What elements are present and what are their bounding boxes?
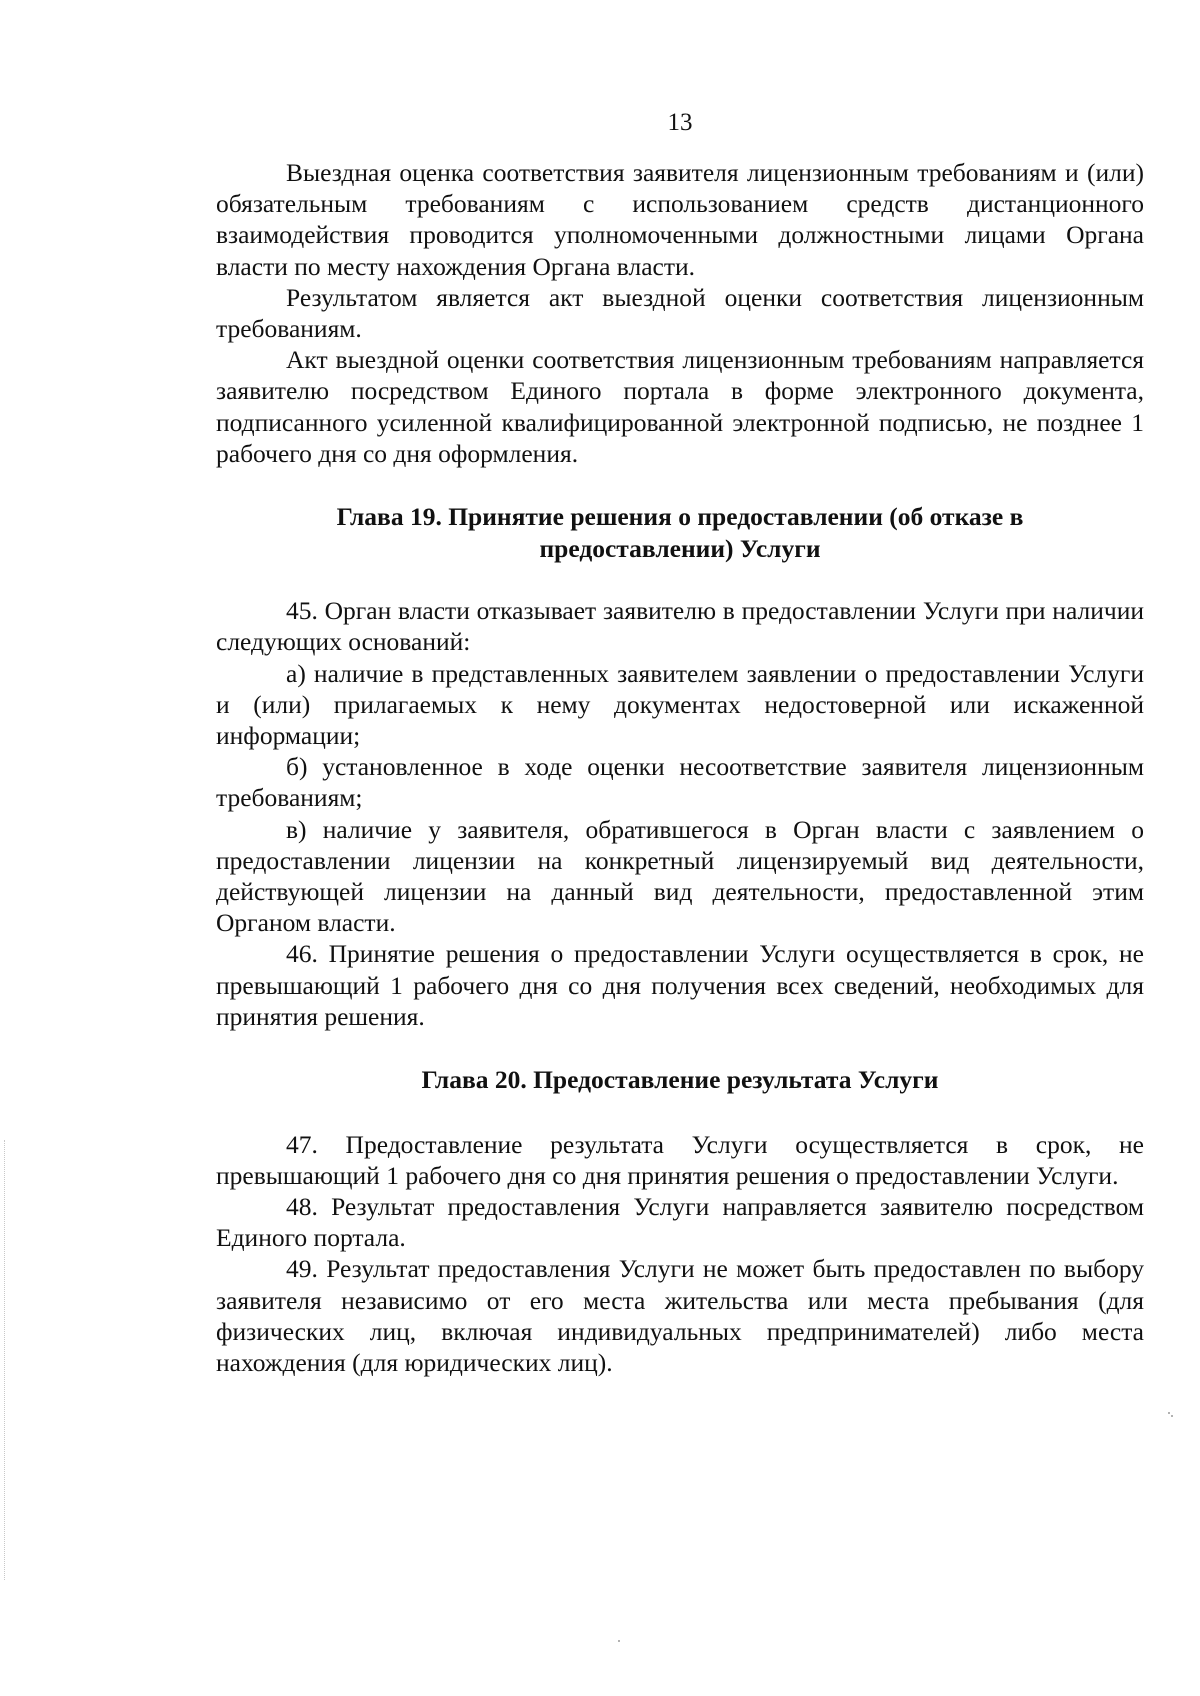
chapter-19-heading-line-2: предоставлении) Услуги xyxy=(539,533,821,563)
scan-edge-artifact xyxy=(4,1140,6,1580)
paragraph-45-v: в) наличие у заявителя, обратившегося в Орган власти с заявлением о предоставлении лицензии на конкретный лицензируемый вид деятельности, действующей лицензии на данный вид деятельности, предоставленной этим Органом власти. xyxy=(216,814,1144,938)
page-number: 13 xyxy=(667,109,693,136)
document-body xyxy=(216,157,1144,1378)
chapter-20-heading: Глава 20. Предоставление результата Услуги xyxy=(421,1065,939,1095)
paragraph-48: 48. Результат предоставления Услуги направляется заявителю посредством Единого портала. xyxy=(216,1192,1144,1253)
paragraph-45-b: б) установленное в ходе оценки несоответствие заявителя лицензионным требованиям; xyxy=(216,752,1144,813)
paragraph-49: 49. Результат предоставления Услуги не может быть предоставлен по выбору заявителя независимо от его места жительства или места пребывания (для физических лиц, включая индивидуальных предпринимателей) либо места нахождения (для юридических лиц). xyxy=(216,1254,1144,1378)
scan-speck xyxy=(1168,1412,1170,1414)
chapter-19-heading-line-1: Глава 19. Принятие решения о предоставлении (об отказе в xyxy=(336,502,1024,532)
paragraph-assessment-result: Результатом является акт выездной оценки соответствия лицензионным требованиям. xyxy=(216,282,1144,344)
paragraph-47: 47. Предоставление результата Услуги осуществляется в срок, не превышающий 1 рабочего дня со дня принятия решения о предоставлении Услуги. xyxy=(216,1129,1144,1190)
scan-speck xyxy=(1171,1415,1173,1417)
scan-speck xyxy=(618,1640,620,1642)
paragraph-assessment-act: Акт выездной оценки соответствия лицензионным требованиям направляется заявителю посредством Единого портала в форме электронного документа, подписанного усиленной квалифицированной электронной подписью, не позднее 1 рабочего дня со дня оформления. xyxy=(216,345,1144,468)
paragraph-45-a: а) наличие в представленных заявителем заявлении о предоставлении Услуги и (или) прилагаемых к нему документах недостоверной или искаженной информации; xyxy=(216,658,1144,751)
paragraph-46: 46. Принятие решения о предоставлении Услуги осуществляется в срок, не превышающий 1 рабочего дня со дня получения всех сведений, необходимых для принятия решения. xyxy=(216,939,1144,1031)
paragraph-remote-assessment: Выездная оценка соответствия заявителя лицензионным требованиям и (или) обязательным требованиям с использованием средств дистанционного взаимодействия проводится уполномоченными должностными лицами Органа власти по месту нахождения Органа власти. xyxy=(216,158,1144,281)
chapter-19-heading xyxy=(216,501,1144,564)
paragraph-45: 45. Орган власти отказывает заявителю в предоставлении Услуги при наличии следующих оснований: xyxy=(216,596,1144,657)
